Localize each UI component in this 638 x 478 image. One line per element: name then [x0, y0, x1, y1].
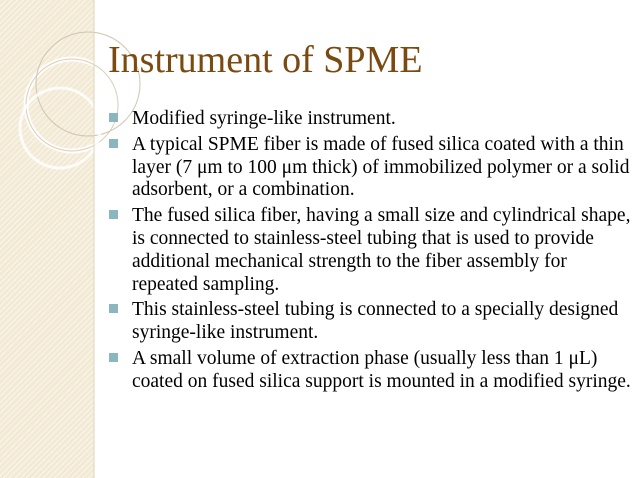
bullet-icon [109, 113, 118, 122]
slide-title: Instrument of SPME [108, 39, 423, 81]
bullet-icon [109, 210, 118, 219]
bullet-text: Modified syringe-like instrument. [132, 108, 396, 129]
bullet-item [106, 205, 634, 296]
bullet-icon [109, 139, 118, 148]
bullet-text: A typical SPME fiber is made of fused silica coated with a thin layer (7 μm to 100 μm thick) of immobilized polymer or a solid adsorbent, or a combination. [132, 133, 630, 201]
bullet-item [106, 134, 634, 202]
bullet-list [106, 108, 634, 397]
bullet-item [106, 108, 634, 131]
bullet-item [106, 299, 634, 345]
bullet-text: The fused silica fiber, having a small size and cylindrical shape, is connected to stainless-steel tubing that is used to provide additional mechanical strength to the fiber assembly for repeated sampling. [132, 205, 631, 295]
bullet-text: A small volume of extraction phase (usually less than 1 μL) coated on fused silica support is mounted in a modified syringe. [132, 347, 631, 392]
bullet-icon [109, 353, 118, 362]
bullet-icon [109, 304, 118, 313]
bullet-item [106, 348, 634, 394]
bullet-text: This stainless-steel tubing is connected to a specially designed syringe-like instrument. [132, 299, 619, 344]
